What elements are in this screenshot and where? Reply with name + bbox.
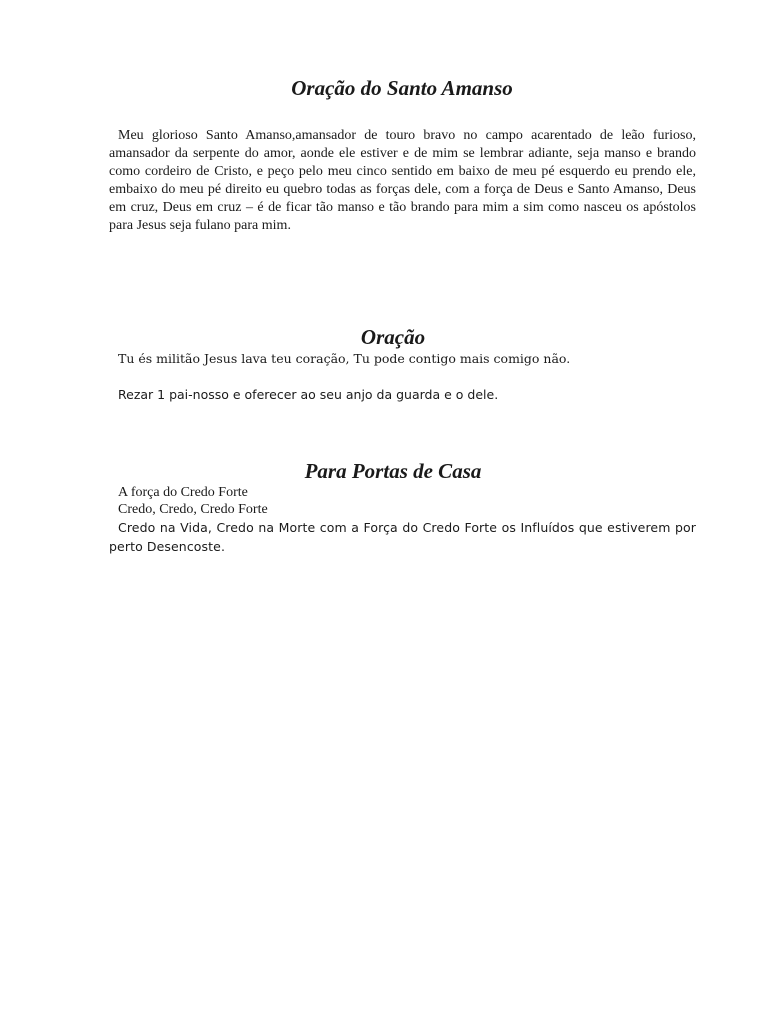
section-title-portas-de-casa: Para Portas de Casa bbox=[304, 459, 482, 483]
section-title-santo-amanso: Oração do Santo Amanso bbox=[291, 76, 513, 100]
section-title-oracao: Oração bbox=[360, 325, 426, 349]
portas-line-1: A força do Credo Forte bbox=[118, 485, 248, 500]
prayer-body-santo-amanso: Meu glorioso Santo Amanso,amansador de touro bravo no campo acarentado de leão furioso, amansador da serpente do amor, aonde ele estiver e de mim se lembrar adiante, seja manso e brando como cordeiro de Cristo, e peço pelo meu cinco sentido em baixo de meu pé esquerdo eu prendo ele, embaixo do meu pé direito eu quebro todas as forças dele, com a força de Deus e Santo Amanso, Deus em cruz, Deus em cruz – é de ficar tão manso e tão brando para mim a sim como nasceu os apóstolos para Jesus seja fulano para mim. bbox=[109, 128, 696, 233]
oracao-line-1: Tu és militão Jesus lava teu coração, Tu pode contigo mais comigo não. bbox=[118, 351, 571, 366]
oracao-line-2: Rezar 1 pai-nosso e oferecer ao seu anjo da guarda e o dele. bbox=[118, 387, 499, 402]
portas-line-3: Credo na Vida, Credo na Morte com a Força do Credo Forte os Influídos que estiverem por perto Desencoste. bbox=[109, 520, 696, 554]
portas-line-2: Credo, Credo, Credo Forte bbox=[118, 502, 268, 517]
